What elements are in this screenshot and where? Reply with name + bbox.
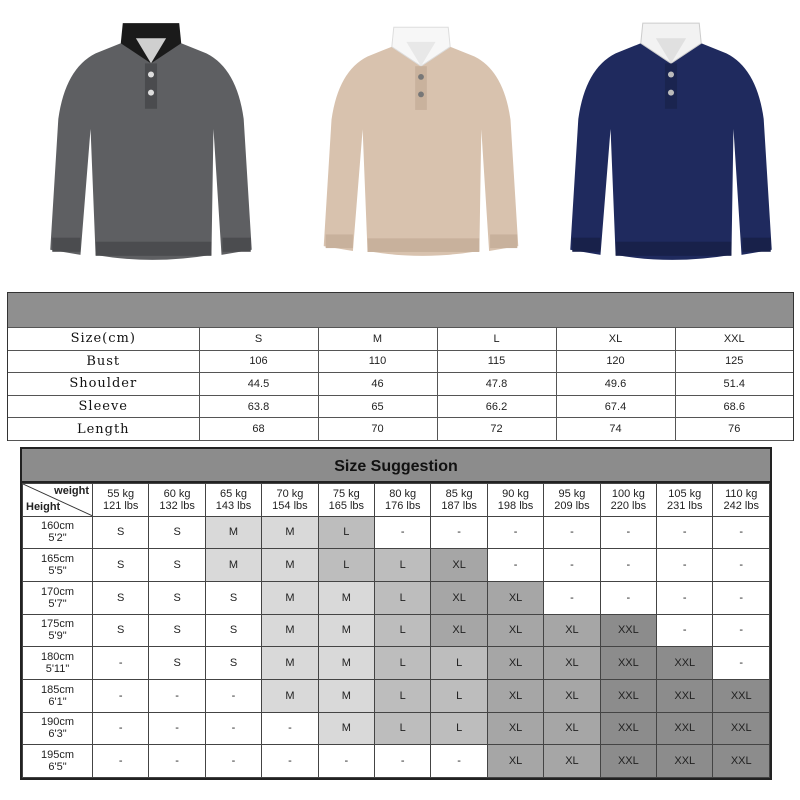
- size-cell: M: [262, 549, 318, 582]
- cell: 74: [556, 418, 675, 441]
- size-cell: M: [318, 647, 374, 680]
- product-image-khaki: [314, 8, 528, 280]
- height-row-header: [23, 614, 93, 647]
- size-cell: XXL: [600, 614, 656, 647]
- size-cell: S: [149, 581, 205, 614]
- height-row: [23, 581, 770, 614]
- size-cell: XL: [487, 581, 543, 614]
- weight-column-header: [657, 484, 713, 517]
- size-cell: -: [657, 549, 713, 582]
- cell: 67.4: [556, 395, 675, 418]
- size-cell: L: [318, 549, 374, 582]
- measurement-row: [8, 395, 793, 418]
- weight-kg: 85 kg: [445, 487, 473, 500]
- cell: 110: [318, 350, 437, 373]
- size-s: S: [199, 328, 318, 351]
- measurement-table-header-band: [8, 293, 793, 328]
- size-cell: S: [205, 581, 261, 614]
- row-label: Sleeve: [8, 395, 199, 418]
- height-ft: 5'5": [48, 565, 67, 578]
- weight-kg: 60 kg: [163, 487, 191, 500]
- size-cell: -: [713, 581, 770, 614]
- cell: 47.8: [437, 373, 556, 396]
- weight-kg: 55 kg: [107, 487, 135, 500]
- weight-lbs: 242 lbs: [723, 499, 759, 512]
- size-xl: XL: [556, 328, 675, 351]
- weight-lbs: 198 lbs: [497, 499, 534, 512]
- size-cell: -: [544, 516, 600, 549]
- height-row: [23, 745, 770, 778]
- cell: 51.4: [675, 373, 793, 396]
- size-cell: -: [262, 712, 318, 745]
- size-cell: L: [375, 647, 431, 680]
- weight-lbs: 187 lbs: [441, 499, 477, 512]
- size-cell: S: [93, 581, 149, 614]
- size-cell: M: [262, 647, 318, 680]
- weight-column-header: [149, 484, 205, 517]
- size-suggestion-title: Size Suggestion: [22, 449, 770, 483]
- size-cell: L: [318, 516, 374, 549]
- weight-column-header: [544, 484, 600, 517]
- height-cm: 165cm: [40, 553, 75, 566]
- weight-lbs: 220 lbs: [610, 499, 647, 512]
- size-cell: L: [375, 679, 431, 712]
- weight-column-header: [431, 484, 487, 517]
- weight-kg: 100 kg: [611, 487, 645, 500]
- height-row-header: [23, 549, 93, 582]
- height-row-header: [23, 712, 93, 745]
- size-cell: L: [431, 647, 487, 680]
- size-cell: XXL: [600, 745, 656, 778]
- size-cell: S: [149, 516, 205, 549]
- cell: 76: [675, 418, 793, 441]
- size-cell: -: [149, 712, 205, 745]
- size-cell: S: [205, 614, 261, 647]
- cell: 63.8: [199, 395, 318, 418]
- size-cell: XXL: [713, 712, 770, 745]
- cell: 70: [318, 418, 437, 441]
- height-ft: 6'1": [48, 695, 67, 708]
- weight-column-header: [262, 484, 318, 517]
- size-cell: L: [431, 679, 487, 712]
- size-cell: L: [375, 712, 431, 745]
- size-cell: -: [205, 679, 261, 712]
- size-cell: -: [93, 679, 149, 712]
- size-cell: XL: [487, 745, 543, 778]
- size-cell: -: [93, 647, 149, 680]
- khaki-polo-shirt-icon: [314, 8, 528, 280]
- size-cell: M: [318, 581, 374, 614]
- cell: 106: [199, 350, 318, 373]
- weight-kg: 65 kg: [220, 487, 247, 500]
- height-row-header: [23, 745, 93, 778]
- size-cell: XL: [487, 712, 543, 745]
- size-cell: -: [149, 679, 205, 712]
- size-l: L: [437, 328, 556, 351]
- size-cell: -: [487, 516, 543, 549]
- height-row: [23, 614, 770, 647]
- weight-kg: 80 kg: [389, 487, 417, 500]
- size-cell: -: [600, 516, 656, 549]
- weight-lbs: 132 lbs: [159, 499, 195, 512]
- size-cell: -: [262, 745, 318, 778]
- weight-kg: 110 kg: [725, 487, 758, 500]
- cell: 49.6: [556, 373, 675, 396]
- weight-header-row: [23, 484, 770, 517]
- size-cell: S: [205, 647, 261, 680]
- size-cell: M: [262, 516, 318, 549]
- size-suggestion-table: [20, 447, 772, 780]
- height-row-header: [23, 679, 93, 712]
- size-suggestion-grid: [22, 483, 770, 778]
- measurement-row: [8, 350, 793, 373]
- size-cell: XXL: [713, 745, 770, 778]
- measurement-row: [8, 418, 793, 441]
- size-cell: XL: [544, 679, 600, 712]
- size-cell: XL: [487, 647, 543, 680]
- size-cell: -: [149, 745, 205, 778]
- height-row: [23, 679, 770, 712]
- size-cell: S: [93, 614, 149, 647]
- size-cell: L: [375, 614, 431, 647]
- weight-column-header: [93, 484, 149, 517]
- height-cm: 195cm: [40, 749, 75, 762]
- size-cell: M: [262, 679, 318, 712]
- row-label: Bust: [8, 350, 199, 373]
- size-cell: -: [487, 549, 543, 582]
- size-cell: -: [544, 549, 600, 582]
- size-cell: XXL: [600, 647, 656, 680]
- height-cm: 185cm: [40, 683, 75, 696]
- size-cell: XXL: [657, 679, 713, 712]
- measurement-grid: [8, 327, 793, 441]
- size-cell: -: [431, 516, 487, 549]
- weight-kg: 105 kg: [668, 487, 702, 500]
- weight-lbs: 121 lbs: [102, 499, 139, 512]
- weight-column-header: [318, 484, 374, 517]
- size-cell: L: [431, 712, 487, 745]
- size-cell: -: [600, 581, 656, 614]
- size-cell: -: [713, 516, 770, 549]
- height-ft: 5'9": [48, 630, 67, 643]
- size-cell: -: [544, 581, 600, 614]
- gray-polo-shirt-icon: [40, 8, 262, 280]
- size-cell: -: [431, 745, 487, 778]
- size-cell: M: [205, 516, 261, 549]
- height-row-header: [23, 581, 93, 614]
- size-cell: XXL: [600, 712, 656, 745]
- row-label: Shoulder: [8, 373, 199, 396]
- height-ft: 5'7": [48, 597, 67, 610]
- cell: 65: [318, 395, 437, 418]
- size-cell: XXL: [657, 745, 713, 778]
- weight-column-header: [600, 484, 656, 517]
- size-cell: -: [657, 516, 713, 549]
- weight-lbs: 165 lbs: [328, 499, 365, 512]
- size-cm-label: Size(cm): [8, 328, 199, 351]
- cell: 68.6: [675, 395, 793, 418]
- weight-column-header: [487, 484, 543, 517]
- size-cell: -: [713, 549, 770, 582]
- row-label: Length: [8, 418, 199, 441]
- measurement-table: [7, 292, 794, 441]
- size-cell: XL: [431, 581, 487, 614]
- weight-lbs: 231 lbs: [667, 499, 703, 512]
- cell: 125: [675, 350, 793, 373]
- size-cell: XL: [431, 549, 487, 582]
- height-ft: 5'2": [48, 532, 67, 545]
- size-m: M: [318, 328, 437, 351]
- height-ft: 5'11": [45, 663, 70, 676]
- size-cell: XL: [487, 614, 543, 647]
- size-cell: XL: [487, 679, 543, 712]
- size-cell: -: [657, 614, 713, 647]
- product-image-navy: [560, 8, 782, 280]
- size-cell: XL: [544, 647, 600, 680]
- height-cm: 190cm: [40, 716, 75, 729]
- weight-column-header: [205, 484, 261, 517]
- size-cell: L: [375, 581, 431, 614]
- size-cell: S: [149, 549, 205, 582]
- measurement-row: [8, 373, 793, 396]
- size-cell: XXL: [713, 679, 770, 712]
- weight-kg: 90 kg: [502, 487, 529, 500]
- size-cell: M: [318, 679, 374, 712]
- height-cm: 170cm: [40, 585, 75, 598]
- height-row: [23, 712, 770, 745]
- size-cell: XXL: [657, 712, 713, 745]
- size-cell: -: [713, 614, 770, 647]
- size-cell: XL: [544, 745, 600, 778]
- height-row-header: [23, 647, 93, 680]
- weight-lbs: 154 lbs: [272, 499, 308, 512]
- size-cell: M: [205, 549, 261, 582]
- height-ft: 6'3": [48, 728, 67, 741]
- size-cell: -: [93, 745, 149, 778]
- size-cell: S: [93, 516, 149, 549]
- size-cell: XXL: [600, 679, 656, 712]
- weight-lbs: 176 lbs: [384, 499, 421, 512]
- size-cell: -: [93, 712, 149, 745]
- cell: 72: [437, 418, 556, 441]
- weight-kg: 95 kg: [558, 487, 586, 500]
- size-xxl: XXL: [675, 328, 793, 351]
- height-row: [23, 549, 770, 582]
- cell: 66.2: [437, 395, 556, 418]
- size-cell: S: [149, 647, 205, 680]
- height-cm: 180cm: [40, 651, 75, 664]
- cell: 120: [556, 350, 675, 373]
- height-ft: 6'5": [48, 761, 67, 774]
- cell: 115: [437, 350, 556, 373]
- height-cm: 175cm: [40, 618, 75, 631]
- weight-kg: 75 kg: [332, 487, 360, 500]
- size-cell: M: [262, 581, 318, 614]
- cell: 46: [318, 373, 437, 396]
- height-cm: 160cm: [40, 520, 75, 533]
- product-image-gray: [40, 8, 262, 280]
- height-row: [23, 516, 770, 549]
- cell: 68: [199, 418, 318, 441]
- navy-polo-shirt-icon: [560, 8, 782, 280]
- size-cell: -: [657, 581, 713, 614]
- cell: 44.5: [199, 373, 318, 396]
- weight-lbs: 209 lbs: [554, 499, 590, 512]
- size-cell: M: [318, 712, 374, 745]
- height-label: Height: [26, 500, 61, 513]
- size-cell: -: [205, 712, 261, 745]
- weight-kg: 70 kg: [276, 487, 304, 500]
- weight-column-header: [375, 484, 431, 517]
- size-cell: XXL: [657, 647, 713, 680]
- size-cell: S: [149, 614, 205, 647]
- weight-column-header: [713, 484, 770, 517]
- size-cell: -: [713, 647, 770, 680]
- size-cell: S: [93, 549, 149, 582]
- weight-lbs: 143 lbs: [215, 499, 252, 512]
- size-cell: -: [375, 745, 431, 778]
- size-cell: L: [375, 549, 431, 582]
- size-cell: -: [205, 745, 261, 778]
- size-cell: -: [318, 745, 374, 778]
- measurement-header-row: [8, 328, 793, 351]
- size-cell: -: [600, 549, 656, 582]
- size-cell: -: [375, 516, 431, 549]
- size-cell: M: [262, 614, 318, 647]
- size-cell: XL: [431, 614, 487, 647]
- weight-height-corner: [23, 484, 93, 517]
- height-row-header: [23, 516, 93, 549]
- weight-label: weight: [54, 485, 89, 497]
- size-cell: XL: [544, 712, 600, 745]
- size-cell: M: [318, 614, 374, 647]
- size-cell: XL: [544, 614, 600, 647]
- height-row: [23, 647, 770, 680]
